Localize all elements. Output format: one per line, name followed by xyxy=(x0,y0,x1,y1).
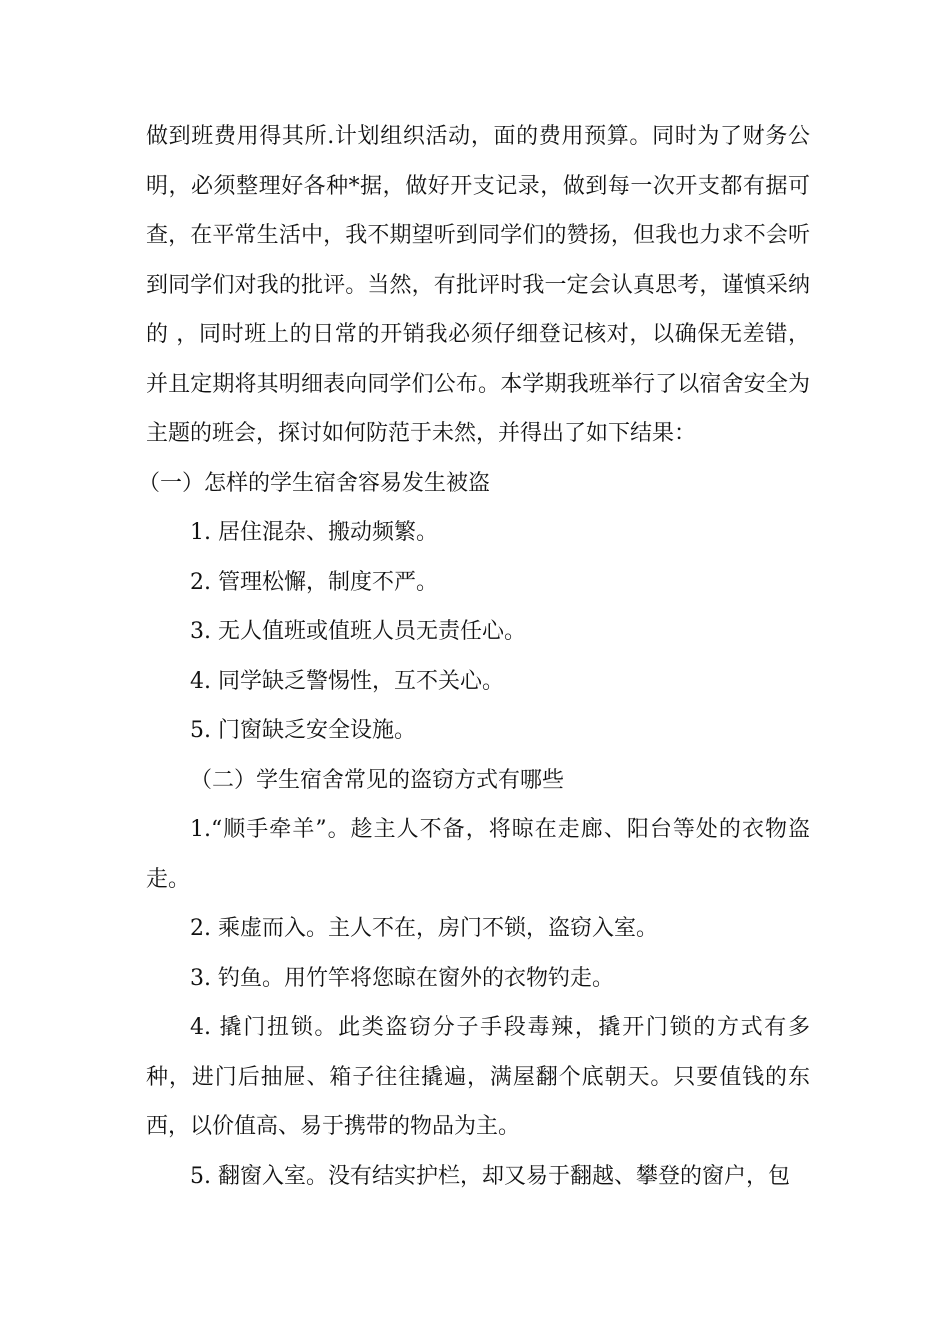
list-item: 3. 无人值班或值班人员无责任心。 xyxy=(190,619,526,644)
list-item: 1. 居住混杂、搬动频繁。 xyxy=(190,520,438,545)
list-item: 4. 同学缺乏警惕性，互不关心。 xyxy=(190,668,504,694)
list-item: 2. 乘虚而入。主人不在，房门不锁，盗窃入室。 xyxy=(190,916,658,941)
section-heading-2: （二）学生宿舍常见的盗窃方式有哪些 xyxy=(190,767,565,793)
list-item: 5. 门窗缺乏安全设施。 xyxy=(190,718,416,743)
intro-paragraph: 做到班费用得其所.计划组织活动，面的费用预算。同时为了财务公明，必须整理好各种*据，做好开支记录，做到每一次开支都有据可查，在平常生活中，我不期望听到同学们的赞扬，但我也力求不会听到同学们对我的批评。当然，有批评时我一定会认真思考，谨慎采纳的 ，同时班上的日常的开销我必须仔细登记核对，以确保无差错，并且定期将其明细表向同学们公布。本学期我班举行了以宿舍安全为主题的班会，探讨如何防范于未然，并得出了如下结果： xyxy=(146,124,810,446)
list-item: 3. 钓鱼。用竹竿将您晾在窗外的衣物钓走。 xyxy=(190,965,614,991)
section-heading-1: （一）怎样的学生宿舍容易发生被盗 xyxy=(138,470,491,496)
list-item: 5. 翻窗入室。没有结实护栏，却又易于翻越、攀登的窗户，包 xyxy=(190,1163,790,1189)
document-body xyxy=(138,112,810,1201)
list-item: 2. 管理松懈，制度不严。 xyxy=(190,569,438,595)
list-item: 1.“顺手牵羊”。趁主人不备，将晾在走廊、阳台等处的衣物盗走。 xyxy=(146,817,810,892)
list-item: 4. 撬门扭锁。此类盗窃分子手段毒辣，撬开门锁的方式有多种，进门后抽屉、箱子往往撬遍，满屋翻个底朝天。只要值钱的东西，以价值高、易于携带的物品为主。 xyxy=(146,1015,810,1139)
